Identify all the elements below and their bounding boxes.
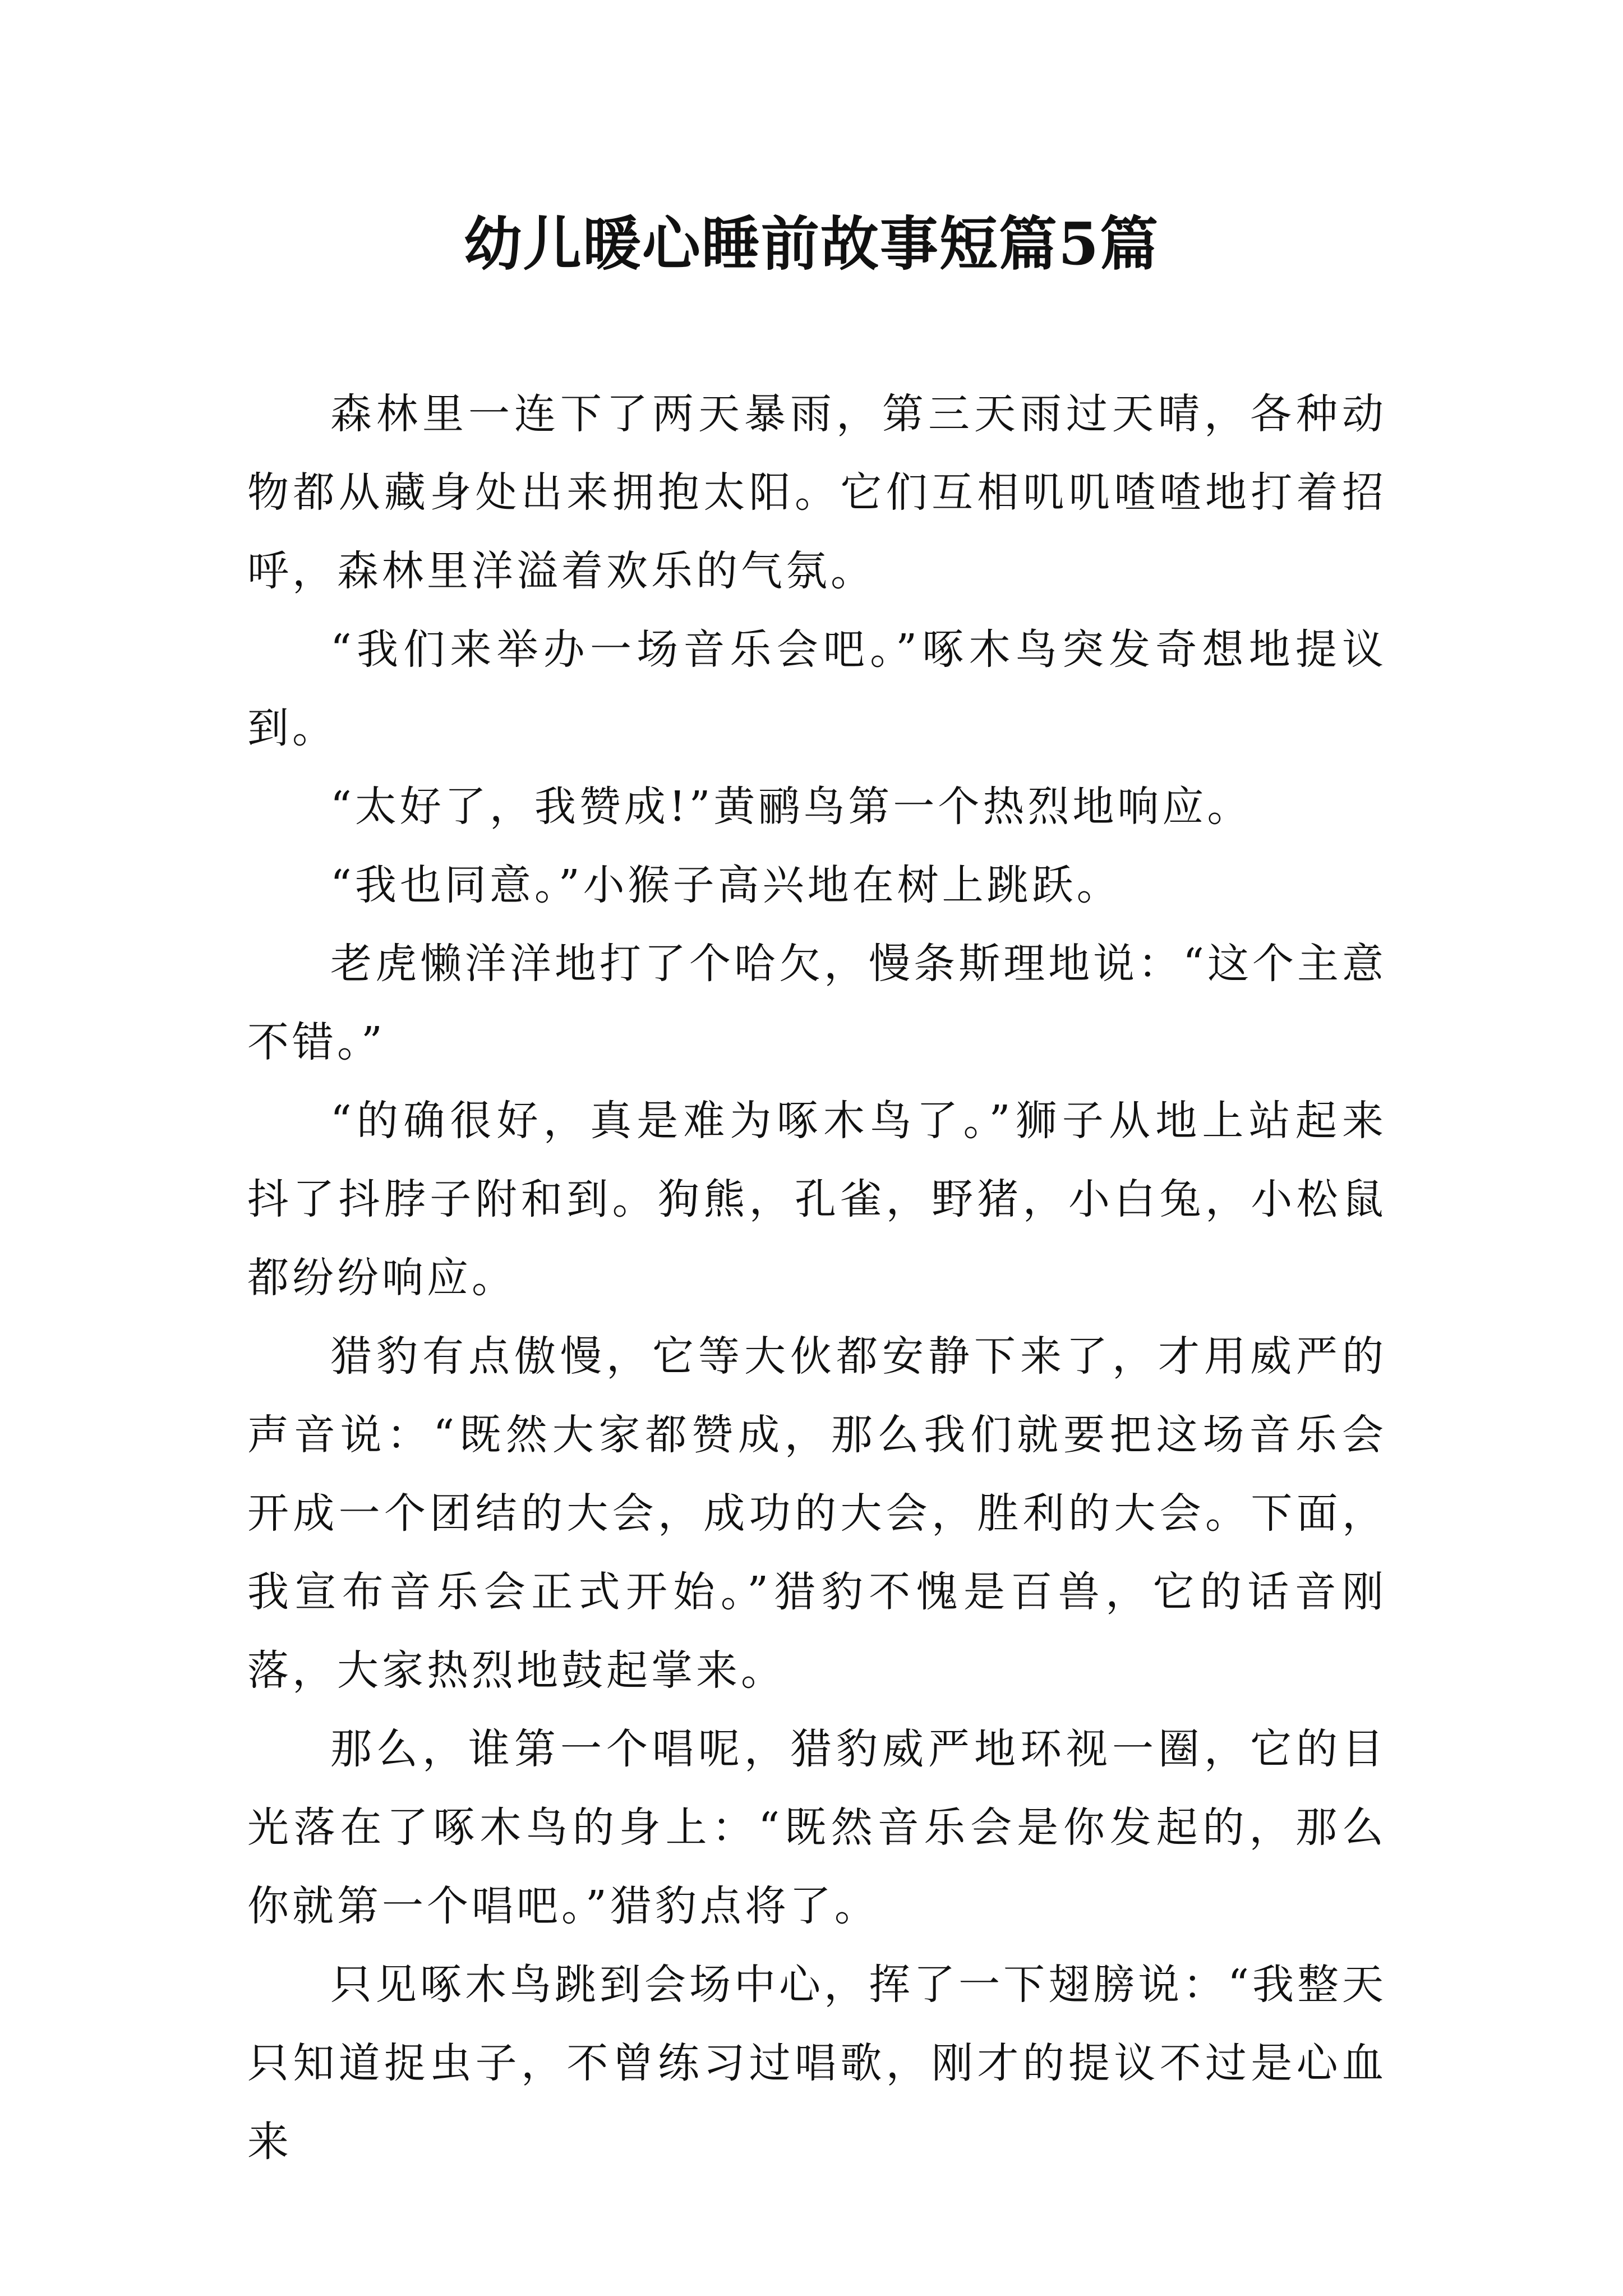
paragraph: 老虎懒洋洋地打了个哈欠，慢条斯理地说：“这个主意不错。” (247, 940, 1387, 1066)
document-body (247, 375, 1387, 2181)
paragraph: “的确很好，真是难为啄木鸟了。”狮子从地上站起来抖了抖脖子附和到。狗熊，孔雀，野猪，小白兔，小松鼠都纷纷响应。 (247, 1097, 1387, 1302)
paragraph: “我们来举办一场音乐会吧。”啄木鸟突发奇想地提议到。 (247, 625, 1387, 752)
paragraph: 只见啄木鸟跳到会场中心，挥了一下翅膀说：“我整天只知道捉虫子，不曾练习过唱歌，刚才的提议不过是心血来 (247, 1961, 1387, 2166)
document-title: 幼儿暖心睡前故事短篇5篇 (463, 209, 1160, 278)
paragraph: 那么，谁第一个唱呢，猎豹威严地环视一圈，它的目光落在了啄木鸟的身上：“既然音乐会是你发起的，那么你就第一个唱吧。”猎豹点将了。 (247, 1725, 1387, 1930)
paragraph: 猎豹有点傲慢，它等大伙都安静下来了，才用威严的声音说：“既然大家都赞成，那么我们就要把这场音乐会开成一个团结的大会，成功的大会，胜利的大会。下面，我宣布音乐会正式开始。”猎豹不愧是百兽，它的话音刚落，大家热烈地鼓起掌来。 (247, 1332, 1387, 1695)
paragraph: “太好了，我赞成!”黄鹂鸟第一个热烈地响应。 (330, 783, 1252, 831)
paragraph: 森林里一连下了两天暴雨，第三天雨过天晴，各种动物都从藏身处出来拥抱太阳。它们互相叽叽喳喳地打着招呼，森林里洋溢着欢乐的气氛。 (247, 390, 1387, 595)
paragraph: “我也同意。”小猴子高兴地在树上跳跃。 (330, 861, 1122, 909)
